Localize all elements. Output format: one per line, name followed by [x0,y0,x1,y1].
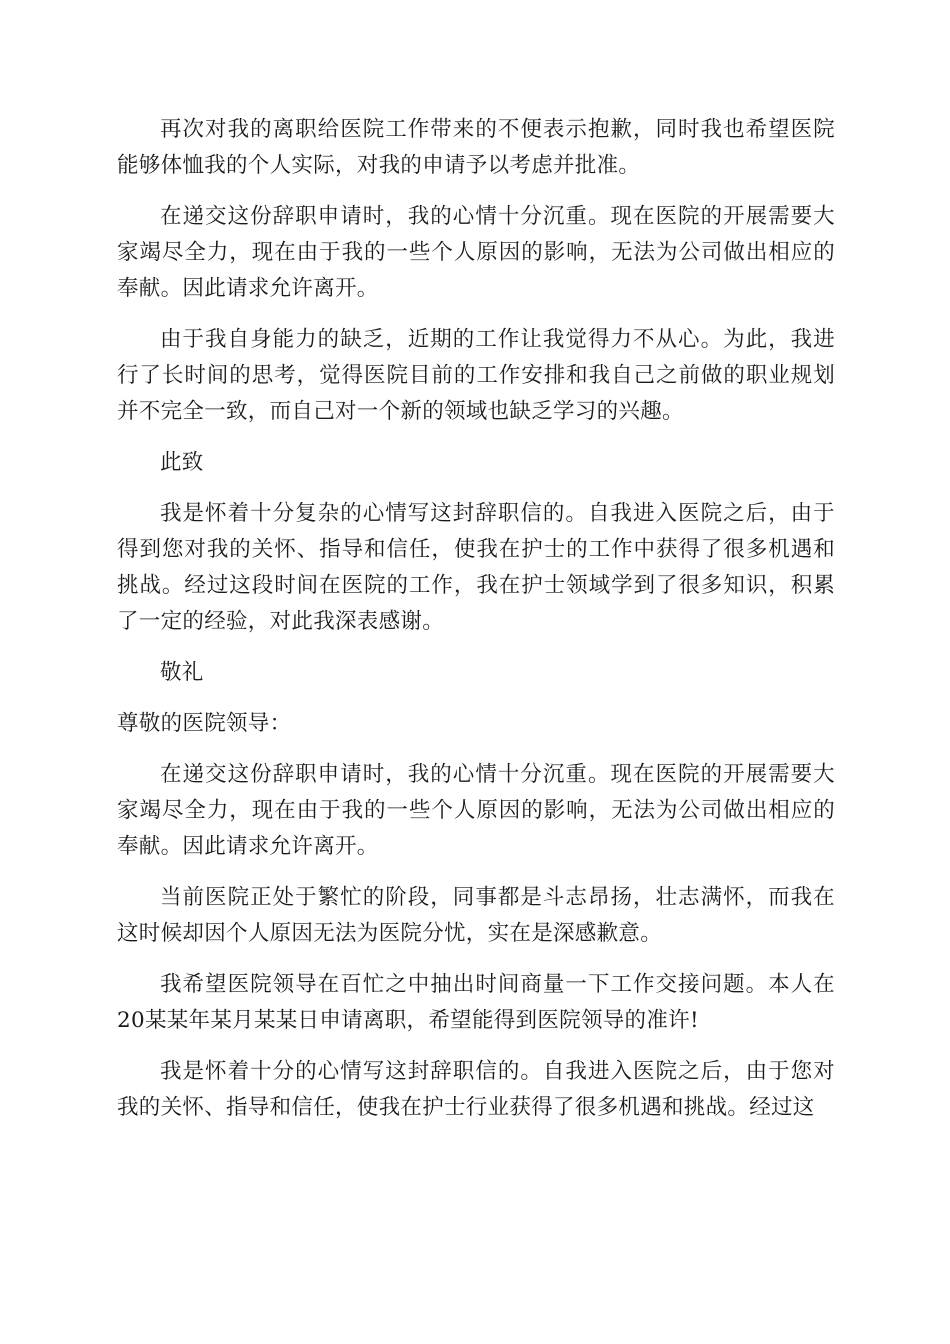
paragraph-submission-feelings-2: 在递交这份辞职申请时，我的心情十分沉重。现在医院的开展需要大家竭尽全力，现在由于我的一些个人原因的影响，无法为公司做出相应的奉献。因此请求允许离开。 [117,762,835,859]
closing-jingli: 敬礼 [160,660,204,685]
paragraph-gratitude-2: 我是怀着十分的心情写这封辞职信的。自我进入医院之后，由于您对我的关怀、指导和信任，使我在护士行业获得了很多机遇和挑战。经过这 [117,1059,835,1120]
salutation: 尊敬的医院领导： [117,711,292,736]
paragraph-busy-period: 当前医院正处于繁忙的阶段，同事都是斗志昂扬，壮志满怀，而我在这时候却因个人原因无法为医院分忧，实在是深感歉意。 [117,885,835,946]
paragraph-handover-request: 我希望医院领导在百忙之中抽出时间商量一下工作交接问题。本人在20某某年某月某某日申请离职，希望能得到医院领导的准许! [117,972,835,1033]
paragraph-submission-feelings: 在递交这份辞职申请时，我的心情十分沉重。现在医院的开展需要大家竭尽全力，现在由于我的一些个人原因的影响，无法为公司做出相应的奉献。因此请求允许离开。 [117,204,835,301]
paragraph-apology: 再次对我的离职给医院工作带来的不便表示抱歉，同时我也希望医院能够体恤我的个人实际，对我的申请予以考虑并批准。 [117,117,835,178]
letter-body [117,112,835,1141]
closing-cizhi: 此致 [160,450,204,475]
paragraph-gratitude: 我是怀着十分复杂的心情写这封辞职信的。自我进入医院之后，由于得到您对我的关怀、指导和信任，使我在护士的工作中获得了很多机遇和挑战。经过这段时间在医院的工作，我在护士领域学到了很多知识，积累了一定的经验，对此我深表感谢。 [117,501,835,634]
paragraph-ability-reason: 由于我自身能力的缺乏，近期的工作让我觉得力不从心。为此，我进行了长时间的思考，觉得医院目前的工作安排和我自己之前做的职业规划并不完全一致，而自己对一个新的领域也缺乏学习的兴趣。 [117,327,835,424]
